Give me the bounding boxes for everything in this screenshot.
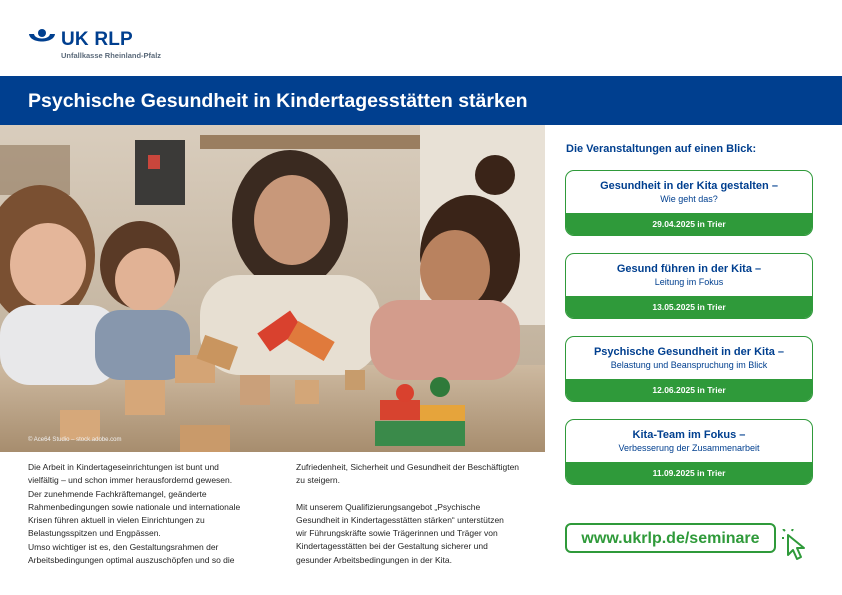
seminare-link[interactable] <box>565 523 776 553</box>
text-line: vielfältig – und schon immer herausfordernd gewesen. <box>28 475 233 486</box>
events-heading: Die Veranstaltungen auf einen Blick: <box>566 143 757 155</box>
kita-scene-illustration <box>0 125 545 452</box>
brand-name: UK RLP <box>61 29 133 50</box>
text-line: Der zunehmende Fachkräftemangel, geänderte <box>28 488 207 499</box>
intro-text-right <box>296 461 546 567</box>
text-line: wir Führungskräfte sowie Trägerinnen und Träger von <box>296 528 498 539</box>
title-banner <box>0 76 842 125</box>
text-line: Kindertagesstätten bei der Gestaltung sicherer und <box>296 541 488 552</box>
event-title: Gesundheit in der Kita gestalten – <box>600 180 778 192</box>
text-line: Arbeitsbedingungen optimal auszuschöpfen und so die <box>28 555 235 566</box>
event-title: Gesund führen in der Kita – <box>616 263 762 275</box>
text-line: Zufriedenheit, Sicherheit und Gesundheit der Beschäftigten <box>296 462 520 472</box>
event-subtitle: Belastung und Beanspruchung im Blick <box>610 360 768 370</box>
text-line: Rahmenbedingungen sowie nationale und internationale <box>28 501 241 512</box>
cursor-click-icon <box>782 529 816 563</box>
intro-text-left <box>28 461 280 567</box>
text-line: Gesundheit in Kindertagesstätten stärken“ unterstützen <box>296 514 504 525</box>
event-subtitle: Wie geht das? <box>660 194 718 204</box>
text-line: Umso wichtiger ist es, den Gestaltungsrahmen der <box>28 541 219 552</box>
brand-logo[interactable] <box>28 28 198 62</box>
text-line: Krisen führen aktuell in vielen Einrichtungen zu <box>28 515 205 526</box>
text-line: Mit unserem Qualifizierungsangebot „Psychische <box>296 501 481 512</box>
text-line: Die Arbeit in Kindertageseinrichtungen ist bunt und <box>28 462 219 472</box>
brand-subtitle: Unfallkasse Rheinland-Pfalz <box>61 51 162 60</box>
page-title: Psychische Gesundheit in Kindertagesstätten stärken <box>28 90 528 112</box>
event-subtitle: Verbesserung der Zusammenarbeit <box>618 443 760 453</box>
event-card[interactable] <box>565 419 813 485</box>
ukrlp-logo-icon <box>28 28 56 48</box>
event-date: 13.05.2025 in Trier <box>566 296 812 318</box>
event-title: Psychische Gesundheit in der Kita – <box>593 346 785 358</box>
photo-credit: © Ace64 Studio – stock.adobe.com <box>28 437 122 443</box>
event-card[interactable] <box>565 253 813 319</box>
text-line: zu steigern. <box>296 475 340 486</box>
event-card[interactable] <box>565 336 813 402</box>
event-date: 29.04.2025 in Trier <box>566 213 812 235</box>
text-line: Belastungsspitzen und Engpässen. <box>28 528 161 539</box>
hero-photo <box>0 125 545 452</box>
text-line: gesunder Arbeitsbedingungen in der Kita. <box>296 554 452 565</box>
event-date: 11.09.2025 in Trier <box>566 462 812 484</box>
paragraph <box>296 461 546 488</box>
event-subtitle: Leitung im Fokus <box>654 277 724 287</box>
event-date: 12.06.2025 in Trier <box>566 379 812 401</box>
seminare-url: www.ukrlp.de/seminare <box>581 530 760 547</box>
paragraph <box>296 501 546 567</box>
event-title: Kita-Team im Fokus – <box>632 429 746 441</box>
event-card[interactable] <box>565 170 813 236</box>
